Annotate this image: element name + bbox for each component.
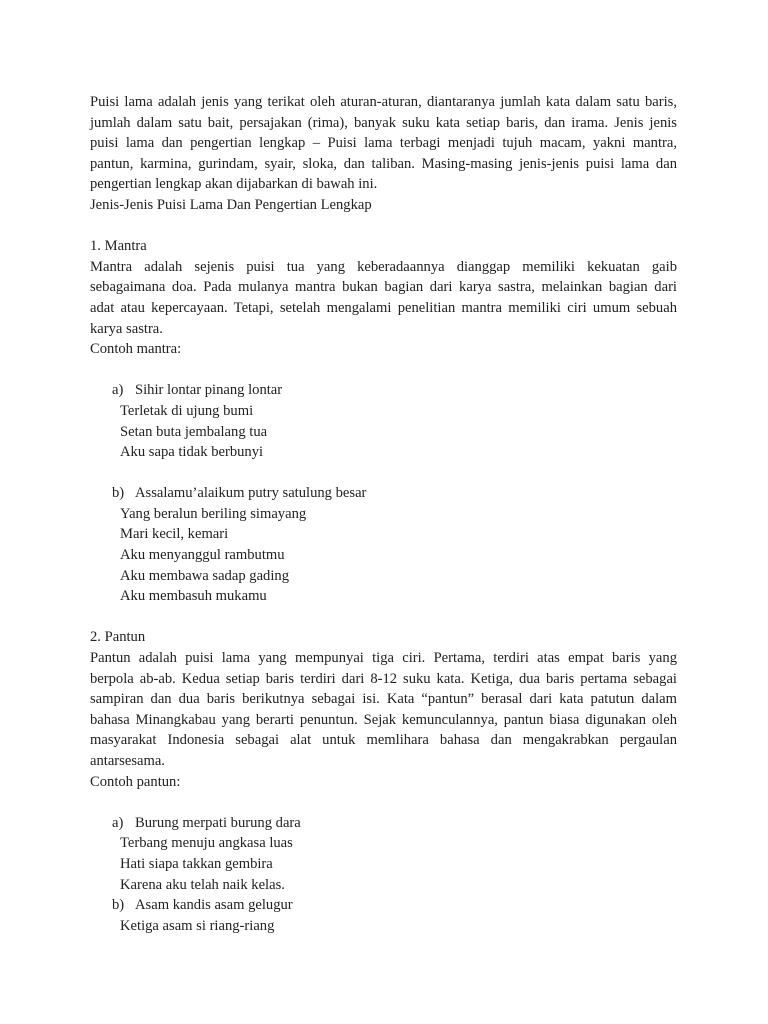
stanza-line: Yang beralun beriling simayang — [120, 505, 307, 522]
stanza-line: Terbang menuju angkasa luas — [120, 835, 293, 852]
stanza-first-line — [112, 895, 677, 916]
intro-line: pengertian lengkap akan dijabarkan di bawah ini. — [90, 176, 378, 193]
pantun-example-a — [90, 813, 677, 895]
stanza-line: Aku sapa tidak berbunyi — [120, 444, 264, 461]
stanza-line: Assalamu’alaikum putry satulung besar — [135, 485, 367, 502]
pantun-line: Pantun adalah puisi lama yang mempunyai tiga ciri. Pertama, terdiri atas empat baris yang — [90, 650, 677, 667]
spacer — [90, 792, 677, 813]
intro-line: puisi lama dan pengertian lengkap – Puisi lama terbagi menjadi tujuh macam, yakni mantra, — [90, 135, 677, 152]
pantun-example-b — [90, 895, 677, 936]
list-marker: a) — [112, 814, 124, 831]
stanza-line: Ketiga asam si riang-riang — [120, 917, 275, 934]
stanza-line: Aku membawa sadap gading — [120, 567, 289, 584]
pantun-example-label: Contoh pantun: — [90, 773, 181, 790]
stanza-line: Terletak di ujung bumi — [120, 402, 254, 419]
pantun-line: bahasa Minangkabau yang berarti penuntun. Sejak kemunculannya, pantun biasa digunakan oleh — [90, 711, 677, 728]
stanza-line: Karena aku telah naik kelas. — [120, 876, 285, 893]
stanza-line: Sihir lontar pinang lontar — [135, 382, 283, 399]
intro-line: pantun, karmina, gurindam, syair, sloka, dan taliban. Masing-masing jenis-jenis puisi lama dan — [90, 155, 677, 172]
pantun-line: sampiran dan dua baris berikutnya sebagai isi. Kata “pantun” berasal dari kata patutun dalam — [90, 691, 677, 708]
stanza-line: Hati siapa takkan gembira — [120, 855, 273, 872]
mantra-example-b — [90, 483, 677, 607]
pantun-paragraph — [90, 648, 677, 772]
intro-line: Puisi lama adalah jenis yang terikat oleh aturan-aturan, diantaranya jumlah kata dalam satu baris, — [90, 94, 677, 110]
mantra-line: sebagaimana doa. Pada mulanya mantra bukan bagian dari karya sastra, melainkan bagian dari — [90, 279, 677, 296]
stanza-first-line — [112, 483, 677, 504]
intro-line: jumlah dalam satu bait, persajakan (rima), banyak suku kata setiap baris, dan irama. Jenis jenis — [90, 114, 677, 131]
spacer — [90, 360, 677, 381]
mantra-example-a — [90, 380, 677, 462]
stanza-first-line — [112, 380, 677, 401]
mantra-line: karya sastra. — [90, 320, 163, 337]
spacer — [90, 216, 677, 237]
section-heading-mantra: 1. Mantra — [90, 238, 147, 255]
mantra-example-label: Contoh mantra: — [90, 341, 182, 358]
document-page — [90, 92, 677, 936]
stanza-line: Setan buta jembalang tua — [120, 423, 268, 440]
mantra-line: Mantra adalah sejenis puisi tua yang keberadaannya dianggap memiliki kekuatan gaib — [90, 258, 677, 275]
stanza-line: Aku menyanggul rambutmu — [120, 547, 285, 564]
spacer — [90, 463, 677, 484]
spacer — [90, 607, 677, 628]
document-subtitle: Jenis-Jenis Puisi Lama Dan Pengertian Lengkap — [90, 196, 372, 213]
list-marker: b) — [112, 485, 125, 502]
stanza-line: Mari kecil, kemari — [120, 526, 229, 543]
stanza-line: Asam kandis asam gelugur — [135, 897, 293, 914]
list-marker: a) — [112, 382, 124, 399]
stanza-line: Aku membasuh mukamu — [120, 588, 267, 605]
pantun-line: masyarakat Indonesia sebagai alat untuk memlihara bahasa dan mengakrabkan pergaulan — [90, 732, 677, 749]
intro-paragraph — [90, 92, 677, 195]
pantun-line: antarsesama. — [90, 753, 165, 769]
stanza-first-line — [112, 813, 677, 834]
mantra-paragraph — [90, 257, 677, 339]
mantra-line: adat atau kepercayaan. Tetapi, setelah mengalami penelitian mantra memiliki ciri umum sebuah — [90, 299, 677, 316]
list-marker: b) — [112, 897, 125, 914]
section-heading-pantun: 2. Pantun — [90, 629, 146, 646]
stanza-line: Burung merpati burung dara — [135, 814, 301, 831]
pantun-line: berpola ab-ab. Kedua setiap baris terdiri dari 8-12 suku kata. Ketiga, dua baris pertama sebagai — [90, 670, 677, 687]
